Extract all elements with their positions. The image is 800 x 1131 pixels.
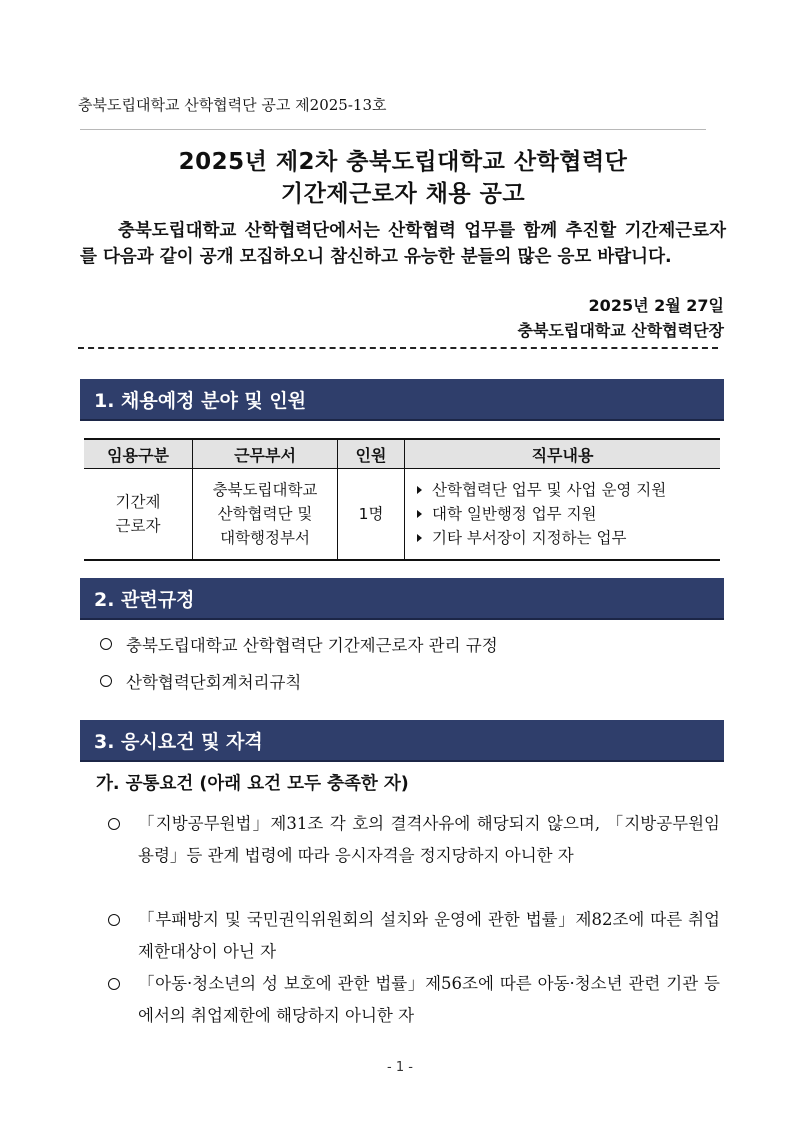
top-divider — [80, 129, 706, 130]
triangle-bullet-icon — [417, 510, 422, 518]
duty-item — [417, 478, 719, 502]
announcement-date: 2025년 2월 27일 — [588, 296, 724, 315]
circle-bullet-icon — [108, 818, 120, 830]
notice-number: 충북도립대학교 산학협력단 공고 제2025-13호 — [78, 96, 387, 114]
cell-line: 근로자 — [115, 517, 161, 535]
requirement-text: 「지방공무원법」제31조 각 호의 결격사유에 해당되지 않으며, 「지방공무원임용령」등 관계 법령에 따라 응시자격을 정지당하지 아니한 자 — [138, 814, 720, 865]
page-number: - 1 - — [387, 1060, 413, 1075]
duty-item — [417, 502, 719, 526]
cell-line: 충북도립대학교 — [212, 481, 318, 499]
requirement-item — [108, 904, 724, 968]
cell-line: 기간제 — [115, 493, 161, 511]
column-header: 근무부서 — [193, 439, 338, 469]
table-row — [84, 469, 720, 561]
requirement-item — [108, 808, 724, 872]
cell-employment-type — [84, 469, 193, 561]
regulation-item — [100, 669, 301, 693]
duty-text: 산학협력단 업무 및 사업 운영 지원 — [432, 481, 667, 499]
circle-bullet-icon — [108, 914, 120, 926]
section-heading-3 — [80, 720, 724, 762]
cell-line: 대학행정부서 — [220, 529, 310, 547]
duty-item — [417, 526, 719, 550]
circle-bullet-icon — [100, 638, 112, 650]
cell-duties — [405, 469, 721, 561]
circle-bullet-icon — [100, 675, 112, 687]
section-heading-2-text: 2. 관련규정 — [94, 588, 195, 611]
triangle-bullet-icon — [417, 534, 422, 542]
cell-headcount: 1명 — [338, 469, 405, 561]
column-header: 직무내용 — [405, 439, 721, 469]
cell-department — [193, 469, 338, 561]
title-line-1: 2025년 제2차 충북도립대학교 산학협력단 — [178, 149, 628, 175]
signer: 충북도립대학교 산학협력단장 — [517, 321, 724, 340]
table-header-row — [84, 439, 720, 469]
section-heading-1 — [80, 379, 724, 421]
requirement-text: 「아동·청소년의 성 보호에 관한 법률」제56조에 따른 아동·청소년 관련 기관 등에서의 취업제한에 해당하지 아니한 자 — [138, 974, 720, 1025]
title-line-2: 기간제근로자 채용 공고 — [280, 181, 526, 207]
section-heading-3-text: 3. 응시요건 및 자격 — [94, 730, 263, 753]
common-requirements-heading: 가. 공통요건 (아래 요건 모두 충족한 자) — [96, 774, 409, 794]
recruitment-table — [84, 438, 720, 561]
column-header: 인원 — [338, 439, 405, 469]
duty-text: 기타 부서장이 지정하는 업무 — [432, 529, 627, 547]
regulation-text: 충북도립대학교 산학협력단 기간제근로자 관리 규정 — [126, 636, 498, 655]
circle-bullet-icon — [108, 978, 120, 990]
requirement-item — [108, 968, 724, 1032]
intro-paragraph: 충북도립대학교 산학협력단에서는 산학협력 업무를 함께 추진할 기간제근로자를 다음과 같이 공개 모집하오니 참신하고 유능한 분들의 많은 응모 바랍니다. — [80, 221, 726, 267]
dashed-divider — [78, 347, 718, 349]
column-header: 임용구분 — [84, 439, 193, 469]
section-heading-1-text: 1. 채용예정 분야 및 인원 — [94, 389, 307, 412]
cell-line: 산학협력단 및 — [217, 505, 313, 523]
section-heading-2 — [80, 578, 724, 620]
regulation-text: 산학협력단회계처리규칙 — [126, 673, 302, 692]
triangle-bullet-icon — [417, 486, 422, 494]
regulation-item — [100, 632, 498, 656]
duty-text: 대학 일반행정 업무 지원 — [432, 505, 597, 523]
requirement-text: 「부패방지 및 국민권익위원회의 설치와 운영에 관한 법률」제82조에 따른 취업제한대상이 아닌 자 — [138, 910, 720, 961]
